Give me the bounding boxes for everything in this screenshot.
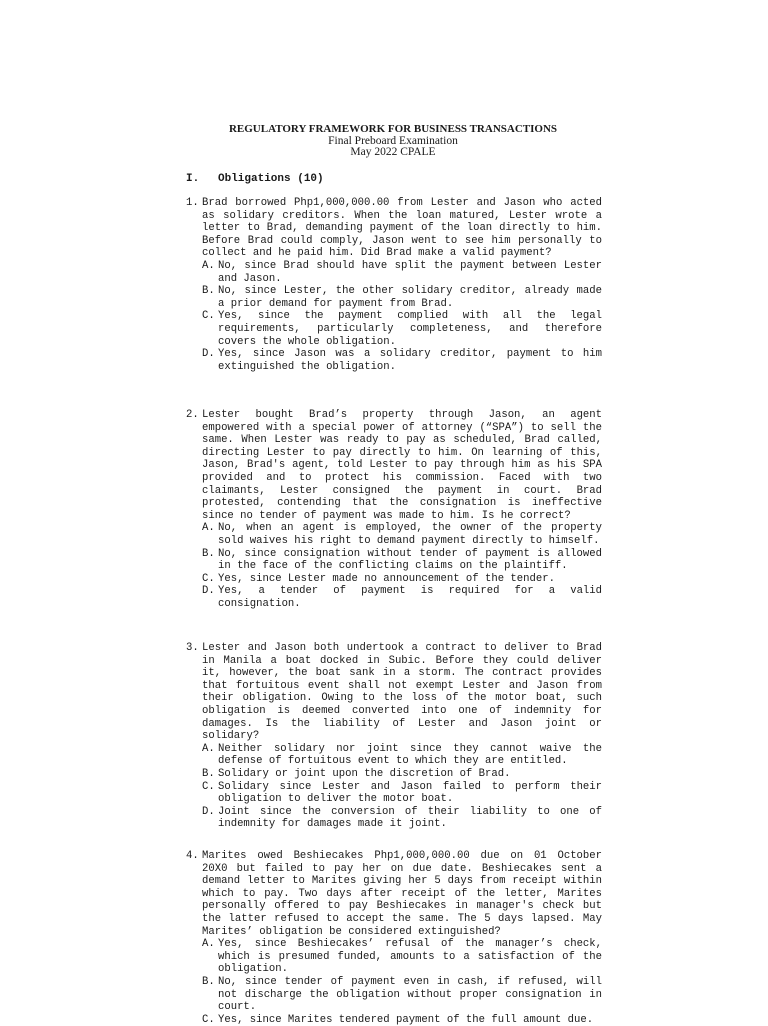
option-letter: C. (202, 310, 215, 323)
option-text: No, since Brad should have split the payment between Lester and Jason. (218, 259, 602, 285)
section-number: I. (186, 173, 200, 185)
document-subtitle: Final Preboard Examination (328, 134, 458, 147)
option-a (202, 522, 602, 547)
option-text: No, since consignation without tender of payment is allowed in the face of the conflicting claims on the plaintiff. (218, 547, 602, 573)
option-text: No, when an agent is employed, the owner of the property sold waives his right to demand payment directly to himself. (218, 522, 602, 547)
option-c (202, 310, 602, 348)
option-letter: D. (202, 348, 215, 361)
question-stem (186, 850, 602, 938)
question-4 (186, 850, 602, 1026)
option-letter: C. (202, 1013, 215, 1026)
option-text: Joint since the conversion of their liability to one of indemnity for damages made it joint. (218, 805, 602, 831)
option-letter: D. (202, 585, 215, 598)
option-text: Yes, since Jason was a solidary creditor, payment to him extinguished the obligation. (218, 348, 602, 373)
option-letter: D. (202, 805, 215, 818)
question-stem (186, 642, 602, 743)
option-text: Yes, since Beshiecakes’ refusal of the manager’s check, which is presumed funded, amounts to a satisfaction of the obligation. (218, 938, 602, 976)
option-text: Yes, since the payment complied with all the legal requirements, particularly completeness, and therefore covers the whole obligation. (218, 310, 602, 348)
option-text: Yes, since Marites tendered payment of the full amount due. (218, 1013, 594, 1026)
question-text: Lester bought Brad’s property through Jason, an agent empowered with a special power of attorney (“SPA”) to sell the same. When Lester was ready to pay as scheduled, Brad called, directing Lester to pay directly to him. On learning of this, Jason, Brad's agent, told Lester to pay through him as his SPA provided and to protect his commission. Faced with two claimants, Lester consigned the payment in court. Brad protested, contending that the consignation is ineffective since no tender of payment was made to him. Is he correct? (202, 409, 602, 522)
question-text: Marites owed Beshiecakes Php1,000,000.00 due on 01 October 20X0 but failed to pay her on due date. Beshiecakes sent a demand letter to Marites giving her 5 days from receipt within which to pay. Two days after receipt of the letter, Marites personally offered to pay Beshiecakes in manager's check but the latter refused to accept the same. The 5 days lapsed. May Marites’ obligation be considered extinguished? (202, 850, 602, 938)
option-d (202, 348, 602, 373)
section-heading (186, 173, 324, 185)
option-c (202, 781, 602, 806)
option-text: No, since tender of payment even in cash, if refused, will not discharge the obligation without proper consignation in court. (218, 975, 602, 1014)
option-d (202, 585, 602, 610)
option-text: No, since Lester, the other solidary creditor, already made a prior demand for payment from Brad. (218, 285, 602, 310)
document-date: May 2022 CPALE (350, 146, 436, 158)
question-1 (186, 197, 602, 373)
option-letter: A. (202, 259, 215, 272)
question-number: 4. (186, 850, 199, 862)
option-b (202, 976, 602, 1014)
document-title: REGULATORY FRAMEWORK FOR BUSINESS TRANSACTIONS (228, 123, 558, 135)
option-letter: A. (202, 938, 215, 951)
question-text: Brad borrowed Php1,000,000.00 from Lester and Jason who acted as solidary creditors. When the loan matured, Lester wrote a letter to Brad, demanding payment of the loan directly to him. Before Brad could comply, Jason went to see him personally to collect and he paid him. Did Brad make a valid payment? (202, 197, 602, 260)
option-a (202, 938, 602, 976)
option-text: Yes, a tender of payment is required for a valid consignation. (218, 585, 602, 610)
option-text: Neither solidary nor joint since they cannot waive the defense of fortuitous event to which they are entitled. (218, 742, 602, 768)
option-text: Solidary or joint upon the discretion of Brad. (218, 767, 511, 780)
question-text: Lester and Jason both undertook a contract to deliver to Brad in Manila a boat docked in Subic. Before they could deliver it, however, the boat sank in a storm. The contract provides that fortuitous event shall not exempt Lester and Jason from their obligation. Owing to the loss of the motor boat, such obligation is deemed converted into one of indemnity for damages. Is the liability of Lester and Jason joint or solidary? (202, 642, 602, 743)
question-number: 2. (186, 409, 199, 421)
question-number: 1. (186, 197, 199, 209)
option-c (202, 573, 602, 586)
question-stem (186, 197, 602, 260)
question-2 (186, 409, 602, 611)
option-a (202, 260, 602, 285)
question-number: 3. (186, 642, 199, 654)
option-d (202, 806, 602, 831)
option-text: Yes, since Lester made no announcement of the tender. (218, 572, 555, 585)
option-letter: B. (202, 285, 215, 298)
option-letter: A. (202, 742, 215, 755)
question-3 (186, 642, 602, 831)
option-letter: C. (202, 780, 215, 793)
option-letter: A. (202, 522, 215, 535)
section-title: Obligations (10) (218, 173, 324, 185)
option-letter: C. (202, 572, 215, 585)
option-text: Solidary since Lester and Jason failed to perform their obligation to deliver the motor boat. (218, 780, 602, 806)
option-letter: B. (202, 975, 215, 988)
option-b (202, 768, 602, 781)
option-b (202, 548, 602, 573)
option-c (202, 1014, 602, 1026)
option-b (202, 285, 602, 310)
document-header (0, 124, 768, 159)
option-a (202, 743, 602, 768)
question-stem (186, 409, 602, 522)
option-letter: B. (202, 547, 215, 560)
option-letter: B. (202, 767, 215, 780)
